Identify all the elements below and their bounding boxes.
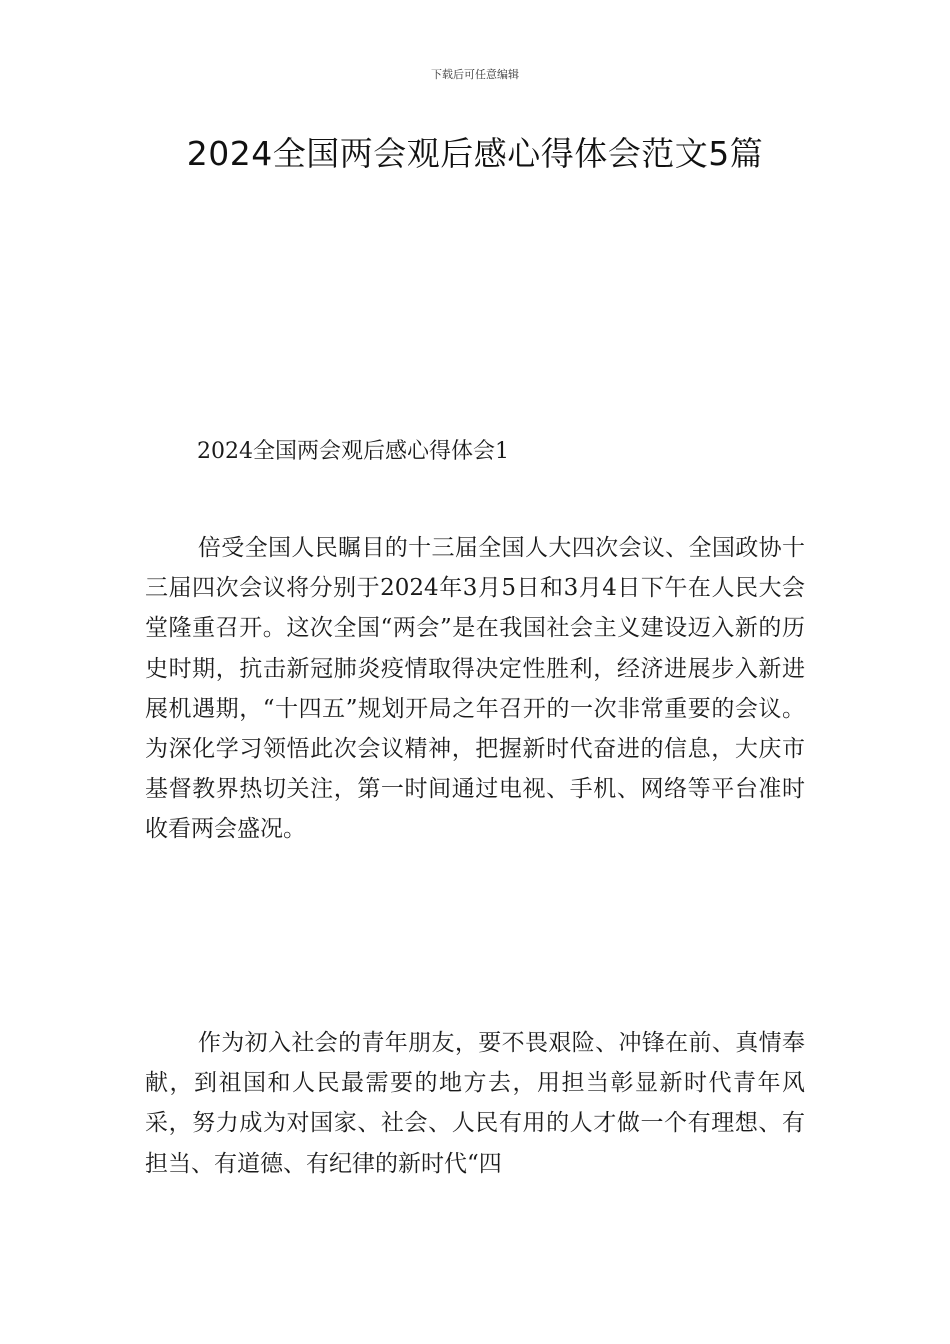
section-heading: 2024全国两会观后感心得体会1: [197, 439, 509, 464]
body-paragraph: 作为初入社会的青年朋友，要不畏艰险、冲锋在前、真情奉献，到祖国和人民最需要的地方去，用担当彰显新时代青年风采，努力成为对国家、社会、人民有用的人才做一个有理想、有担当、有道德、有纪律的新时代“四: [145, 1030, 805, 1177]
document-title: 2024全国两会观后感心得体会范文5篇: [186, 134, 764, 173]
header-note: 下载后可任意编辑: [431, 68, 519, 81]
body-paragraph: 倍受全国人民瞩目的十三届全国人大四次会议、全国政协十三届四次会议将分别于2024年3月5日和3月4日下午在人民大会堂隆重召开。这次全国“两会”是在我国社会主义建设迈入新的历史时期，抗击新冠肺炎疫情取得决定性胜利，经济进展步入新进展机遇期，“十四五”规划开局之年召开的一次非常重要的会议。为深化学习领悟此次会议精神，把握新时代奋进的信息，大庆市基督教界热切关注，第一时间通过电视、手机、网络等平台准时收看两会盛况。: [145, 535, 805, 843]
